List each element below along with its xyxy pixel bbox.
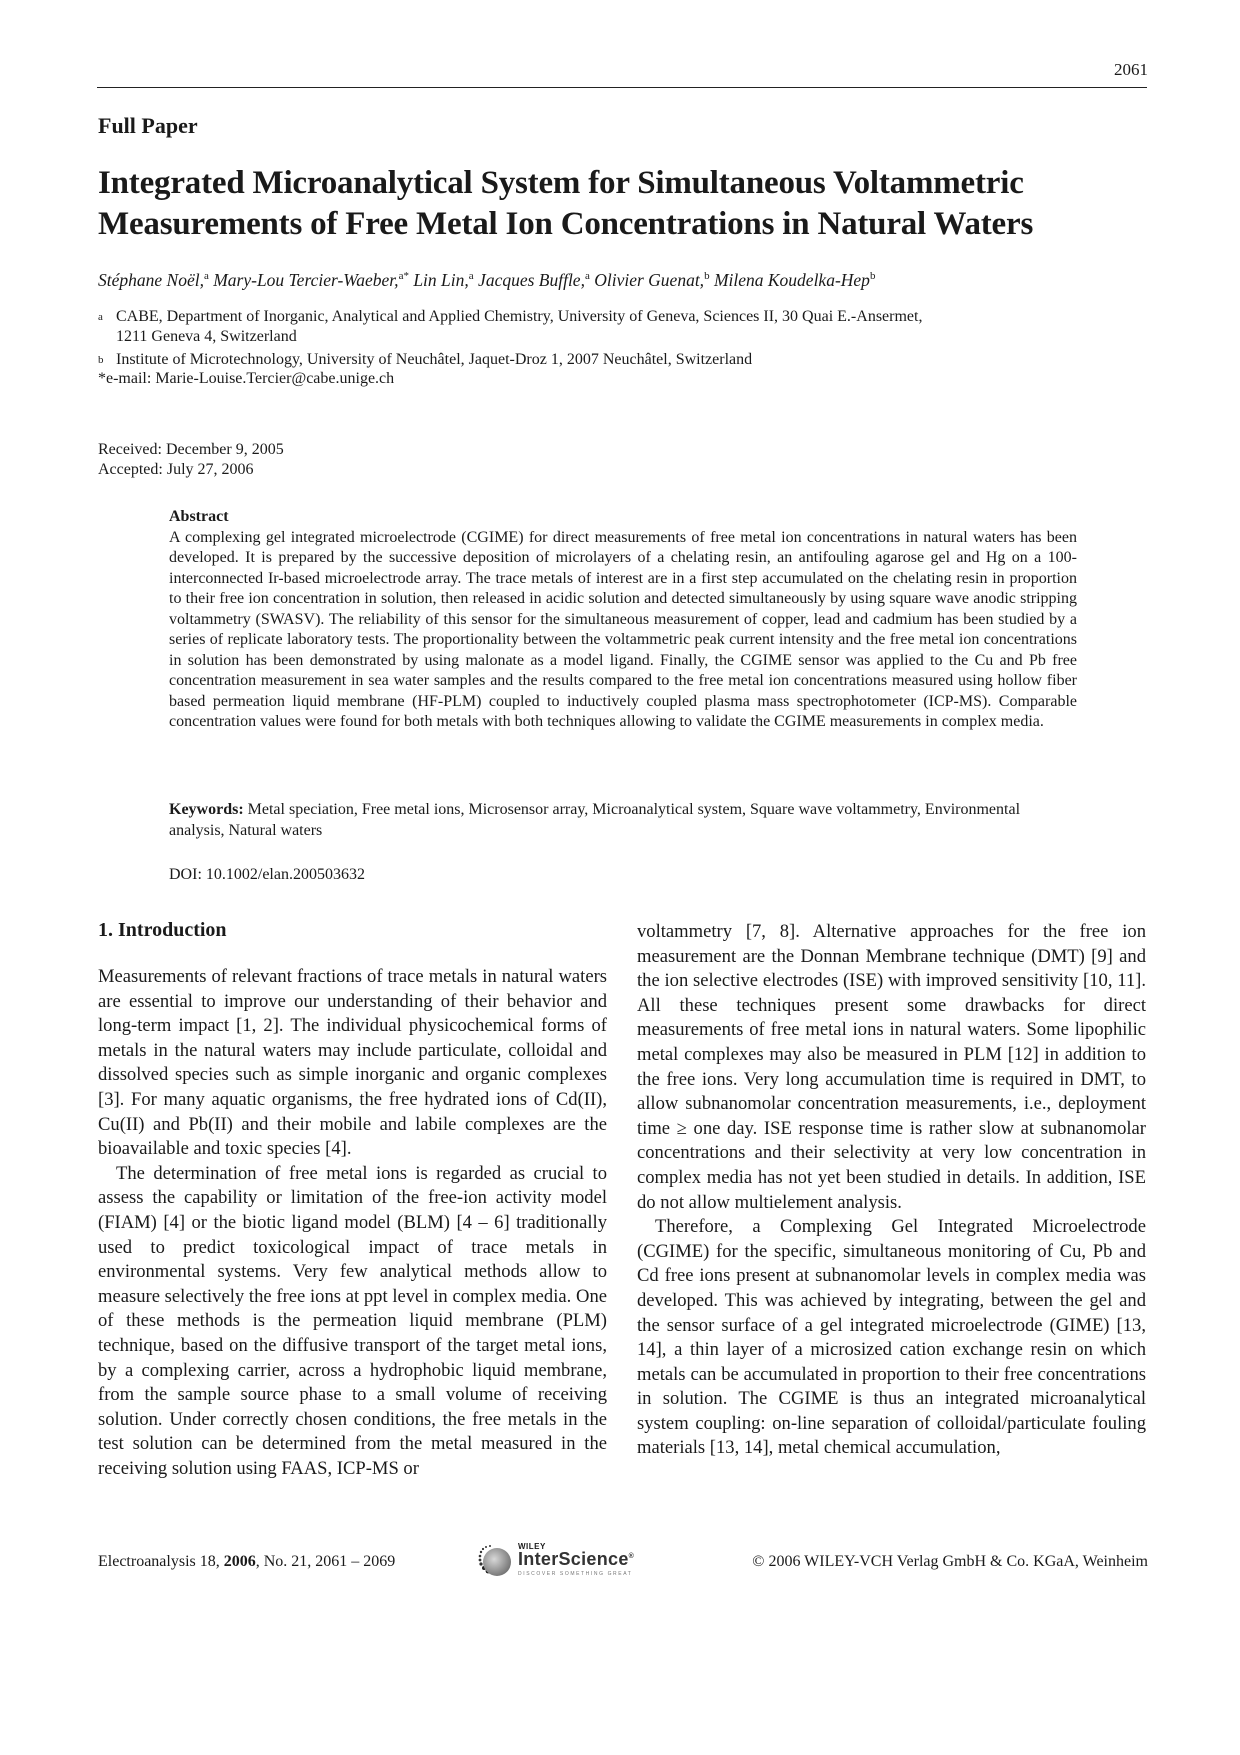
copyright: © 2006 WILEY-VCH Verlag GmbH & Co. KGaA, Weinheim [752,1553,1148,1570]
affiliation-a: a CABE, Department of Inorganic, Analytical and Applied Chemistry, University of Geneva, Sciences II, 30 Quai E.-Ansermet, 1211 Geneva 4, Switzerland [98,308,923,345]
author: Milena Koudelka-Hep$^b$ [713,270,876,290]
accepted-date: Accepted: July 27, 2006 [98,461,254,478]
journal-citation: Electroanalysis 18, 2006, No. 21, 2061 – 2069 [98,1553,396,1570]
logo-name: InterScience® [518,1549,635,1569]
author: Stéphane Noël,$^a$ [98,270,209,290]
paragraph: voltammetry [7, 8]. Alternative approaches for the free ion measurement are the Donnan Membrane technique (DMT) [9] and the ion selective electrodes (ISE) with improved sensitivity [10, 11]. All these techniques present some drawbacks for direct measurements of free metal ions in natural waters. Some lipophilic metal complexes may also be measured in PLM [12] in addition to the free ions. Very long accumulation time is required in DMT, to allow subnanomolar concentration measurements, i.e., deployment time ≥ one day. ISE response time is rather slow at subnanomolar concentrations and their selectivity at very low concentration in complex media has not yet been studied in details. In addition, ISE do not allow multielement analysis. [637,921,1146,1213]
affiliation-marker: a [98,311,103,323]
section-heading: 1. Introduction [98,919,227,941]
abstract [169,507,1077,733]
paragraph: The determination of free metal ions is regarded as crucial to assess the capability or limitation of the free-ion activity model (FIAM) [4] or the biotic ligand model (BLM) [4 – 6] traditionally used to predict toxicological impact of trace metals in environmental systems. Very few analytical methods allow to measure selectively the free ions at ppt level in complex media. One of these methods is the permeation liquid membrane (PLM) technique, based on the diffusive transport of the target metal ions, by a complexing carrier, across a hydrophobic liquid membrane, from the sample source phase to a small volume of receiving solution. Under correctly chosen conditions, the free metals in the test solution can be determined from the metal measured in the receiving solution using FAAS, ICP-MS or [98,1162,607,1479]
keywords-label: Keywords: [169,801,244,818]
paragraph: Therefore, a Complexing Gel Integrated Microelectrode (CGIME) for the specific, simultaneous monitoring of Cu, Pb and Cd free ions present at subnanomolar levels in complex media was developed. This was achieved by integrating, between the gel and the sensor surface of a gel integrated microelectrode (GIME) [13, 14], a thin layer of a microsized cation exchange resin on which metals can be accumulated in proportion to their free concentrations in solution. The CGIME is thus an integrated microanalytical system coupling: on-line separation of colloidal/particulate fouling materials [13, 14], metal chemical accumulation, [637,1216,1146,1459]
paper-title: Integrated Microanalytical System for Simultaneous Voltammetric Measurements of Free Metal Ion Concentrations in Natural Waters [98,165,1034,242]
interscience-logo [478,1541,643,1581]
keywords-text: Metal speciation, Free metal ions, Microsensor array, Microanalytical system, Square wave voltammetry, Environmental analysis, Natural waters [169,801,1021,839]
globe-icon [483,1548,511,1576]
paragraph: Measurements of relevant fractions of trace metals in natural waters are essential to improve our understanding of their behavior and long-term impact [1, 2]. The individual physicochemical forms of metals in the natural waters may include particulate, colloidal and dissolved species such as simple inorganic and organic complexes [3]. For many aquatic organisms, the free hydrated ions of Cd(II), Cu(II) and Pb(II) and their mobile and labile complexes are the bioavailable and toxic species [4]. [98,966,607,1160]
article-type-label: Full Paper [98,113,198,138]
author: Mary-Lou Tercier-Waeber,$^{a*}$ [213,270,409,290]
body-column-right [637,920,1146,1461]
logo-tagline: DISCOVER SOMETHING GREAT [518,1571,633,1577]
affiliation-marker: b [98,354,104,366]
page-number: 2061 [1114,60,1148,79]
keywords [169,800,1077,841]
publication-dates [98,440,284,480]
body-column-left [98,918,607,1481]
received-date: Received: December 9, 2005 [98,441,284,458]
author: Olivier Guenat,$^b$ [594,270,710,290]
author: Jacques Buffle,$^a$ [478,270,590,290]
affiliation-b: b Institute of Microtechnology, University of Neuchâtel, Jaquet-Droz 1, 2007 Neuchâtel, Switzerland [98,351,753,368]
doi[interactable]: DOI: 10.1002/elan.200503632 [169,866,365,883]
corresponding-email: *e-mail: Marie-Louise.Tercier@cabe.unige.ch [98,370,395,387]
author-list [98,270,875,291]
abstract-heading: Abstract [169,508,229,525]
logo-brand: WILEY [518,1542,546,1551]
author: Lin Lin,$^a$ [413,270,474,290]
header-divider [97,87,1147,88]
abstract-text: A complexing gel integrated microelectrode (CGIME) for direct measurements of free metal ion concentrations in natural waters has been developed. It is prepared by the successive deposition of microlayers of a chelating resin, an antifouling agarose gel and Hg on a 100-interconnected Ir-based microelectrode array. The trace metals of interest are in a first step accumulated on the chelating resin in proportion to their free ion concentration in solution, then released in acidic solution and detected simultaneously by using square wave anodic stripping voltammetry (SWASV). The reliability of this sensor for the simultaneous measurement of copper, lead and cadmium has been studied by a series of replicate laboratory tests. The proportionality between the voltammetric peak current intensity and the free metal ion concentrations in solution has been demonstrated by using malonate as a model ligand. Finally, the CGIME sensor was applied to the Cu and Pb free concentration measurement in sea water samples and the results compared to the free metal ion concentrations measured using hollow fiber based permeation liquid membrane (HF-PLM) coupled to inductively coupled plasma mass spectrophotometer (ICP-MS). Comparable concentration values were found for both metals with both techniques allowing to validate the CGIME measurements in complex media. [169,528,1077,730]
